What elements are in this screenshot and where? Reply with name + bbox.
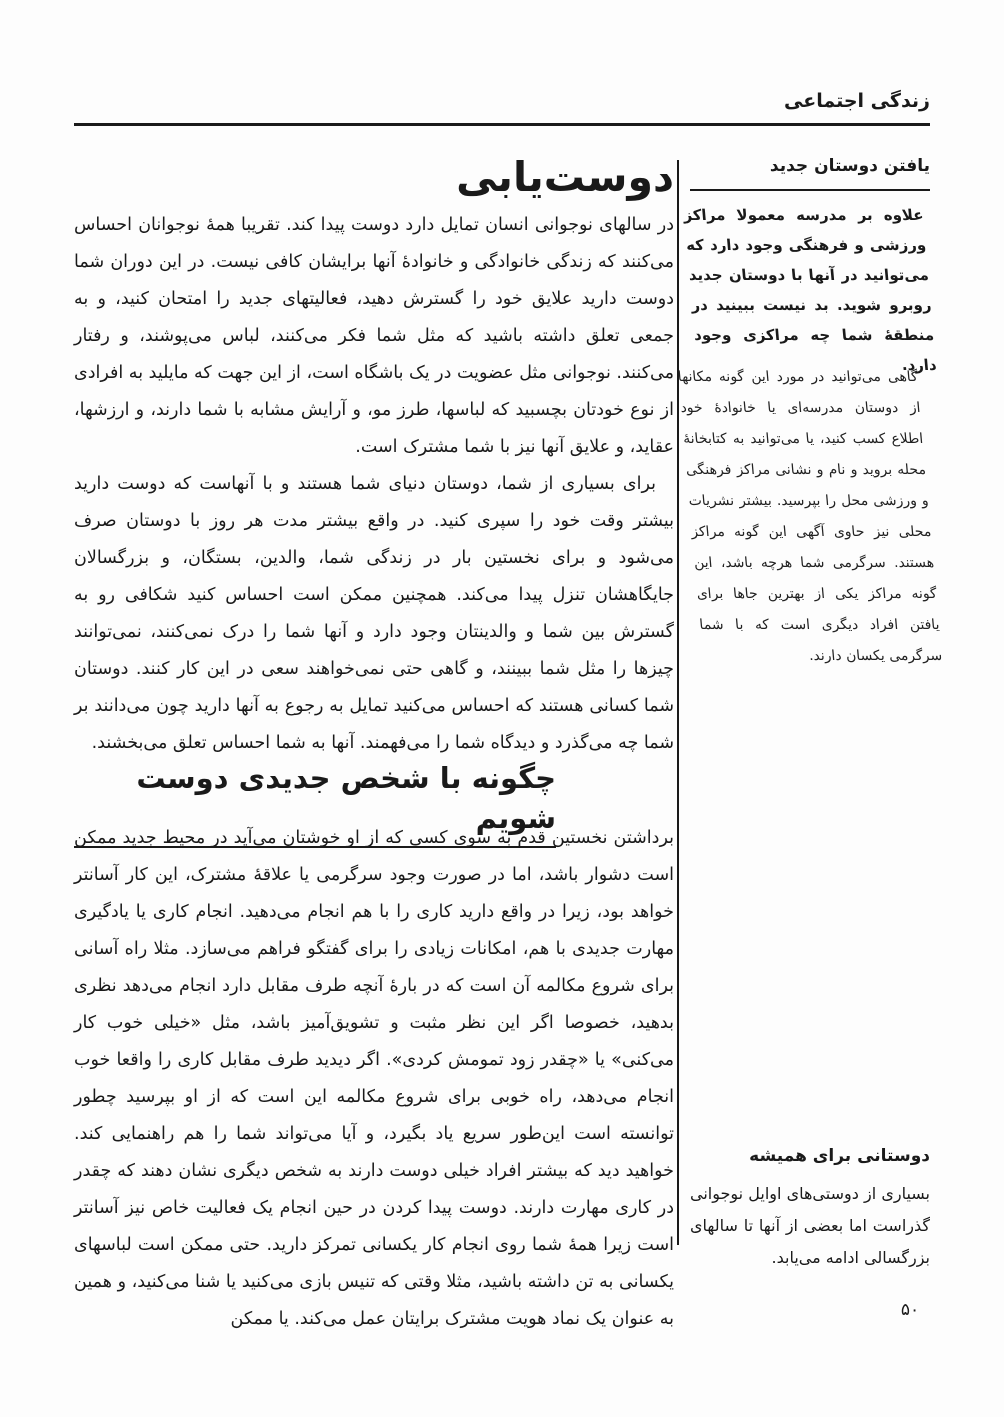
body-paragraph: برداشتن نخستین قدم به سوی کسی که از او خوشتان می‌آید در محیط جدید ممکن است دشوار باشد، اما در صورت وجود سرگرمی یا علاقهٔ مشترک، این کار آسانتر خواهد بود، زیرا در واقع دارید کاری را با هم انجام می‌دهید. انجام کاری یا یادگیری مهارت جدیدی با هم، امکانات زیادی را برای گفتگو فراهم می‌سازد. مثلا راه آسانی برای شروع مکالمه آن است که در بارهٔ آنچه طرف مقابل دارد انجام می‌دهد نظری بدهید، خصوصا اگر این نظر مثبت و تشویق‌آمیز باشد، مثل «خیلی خوب کار می‌کنی» یا «چقدر زود تمومش کردی». اگر دیدید طرف مقابل کاری را واقعا خوب انجام می‌دهد، راه خوبی برای شروع مکالمه این است که از او بپرسید چطور توانسته است این‌طور سریع یاد بگیرد، و آیا می‌تواند شما را هم راهنمایی کند. خواهید دید که بیشتر افراد خیلی دوست دارند به شخص دیگری نشان دهند که چقدر در کاری مهارت دارند. دوست پیدا کردن در حین انجام یک فعالیت خاص نیز آسانتر است زیرا همهٔ شما روی انجام کار یکسانی تمرکز دارید. حتی ممکن است لباسهای یکسانی به تن داشته باشید، مثلا وقتی که تنیس بازی می‌کنید یا شنا می‌کنید، و همین به عنوان یک نماد هویت مشترک برایتان عمل می‌کند. یا ممکن [74, 828, 674, 1329]
sidebar-rule [690, 189, 930, 191]
sidebar-bottom-heading: دوستانی برای همیشه [749, 1146, 930, 1166]
section-heading: چگونه با شخص جدیدی دوست شویم [74, 758, 556, 848]
body-paragraph: در سالهای نوجوانی انسان تمایل دارد دوست پیدا کند. تقریبا همهٔ نوجوانان احساس می‌کنند که زندگی خانوادگی و خانوادهٔ آنها برایشان کافی نیست. در این دوران شما دوست دارید علایق خود را گسترش دهید، فعالیتهای جدید را امتحان کنید، و به جمعی تعلق داشته باشید که مثل شما فکر می‌کنند، لباس می‌پوشند، و رفتار می‌کنند. نوجوانی مثل عضویت در یک باشگاه است، از این جهت که مایلید به افرادی از نوع خودتان بچسبید که لباسها، طرز مو، و آرایش مشابه با شما دارند، و ارزشها، عقاید، و علایق آنها نیز با شما مشترک است. [74, 215, 674, 457]
running-header: زندگی اجتماعی [784, 90, 930, 112]
sidebar-bottom-paragraph: بسیاری از دوستی‌های اوایل نوجوانی گذراست اما بعضی از آنها تا سالهای بزرگسالی ادامه می‌یابد. [690, 1184, 930, 1267]
column-divider [677, 160, 679, 1245]
sidebar-heading: یافتن دوستان جدید [769, 156, 930, 176]
sidebar-body-paragraph: گاهی می‌توانید در مورد این گونه مکانها از دوستان مدرسه‌ای یا خانوادهٔ خود اطلاع کسب کنید، یا می‌توانید به کتابخانهٔ محله بروید و نام و نشانی مراکز فرهنگی و ورزشی محل را بپرسید. بیشتر نشریات محلی نیز حاوی آگهی این گونه مراکز هستند. سرگرمی شما هرچه باشد، این گونه مراکز یکی از بهترین جاها برای یافتن افراد دیگری است که با شما سرگرمی یکسان دارند. [677, 369, 943, 664]
article-title: دوست‌یابی [456, 153, 674, 201]
page-number: ۵۰ [900, 1300, 920, 1320]
sidebar-lead-paragraph: علاوه بر مدرسه معمولا مراکز ورزشی و فرهنگی وجود دارد که می‌توانید در آنها با دوستان جدید روبرو شوید. بد نیست ببینید در منطقهٔ شما چه مراکزی وجود دارد. [682, 206, 938, 374]
header-rule [74, 123, 930, 126]
body-paragraph: برای بسیاری از شما، دوستان دنیای شما هستند و با آنهاست که دوست دارید بیشتر وقت خود را سپری کنید. در واقع بیشتر مدت هر روز با دوستان صرف می‌شود و برای نخستین بار در زندگی شما، والدین، بستگان، و بزرگسالان جایگاهشان تنزل پیدا می‌کند. همچنین ممکن است احساس کنید شکافی رو به گسترش بین شما و والدینتان وجود دارد و آنها شما را درک نمی‌کنند، نمی‌توانند چیزها را مثل شما ببینند، و گاهی حتی نمی‌خواهند سعی در این کار کنند. دوستان شما کسانی هستند که احساس می‌کنید تمایل به رجوع به آنها دارید چون می‌دانند بر شما چه می‌گذرد و دیدگاه شما را می‌فهمند. آنها به شما احساس تعلق می‌بخشند. [74, 474, 674, 753]
